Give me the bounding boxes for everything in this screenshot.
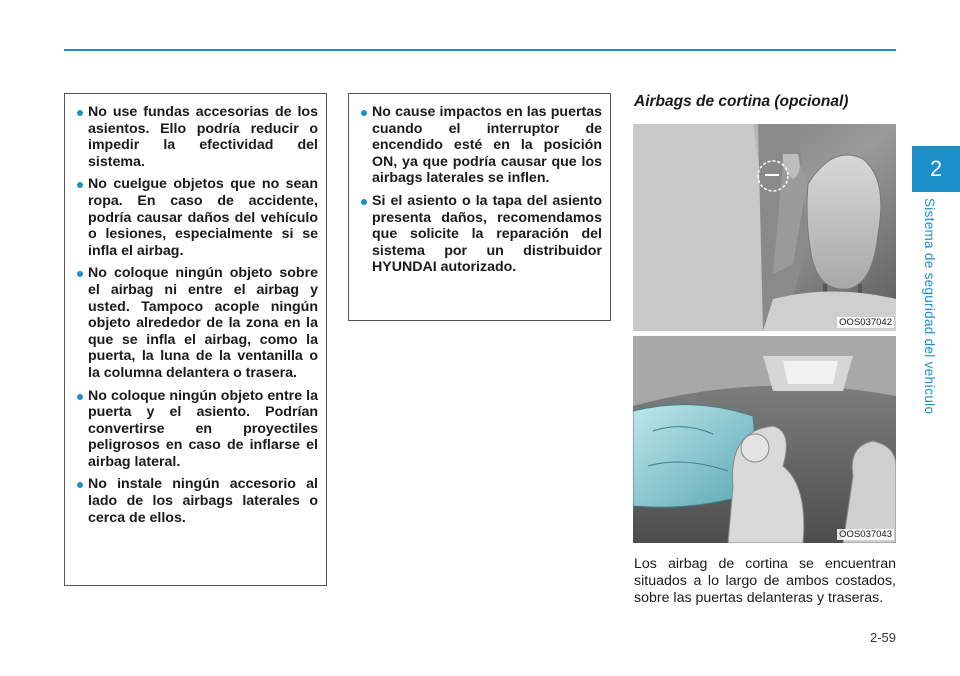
curtain-airbag-location-photo [633, 124, 896, 331]
warning-bullet: No cause impactos en las puertas cuando el interruptor de encendido esté en la posición ON, ya que podría causar que los airbags laterales se inflen. [361, 104, 602, 187]
image-code: OOS037042 [839, 317, 892, 328]
warning-bullet: No coloque ningún objeto entre la puerta y el asiento. Podrían convertirse en proyectiles peligrosos en caso de inflarse el airbag lateral. [77, 388, 318, 471]
bullet-dot-icon [361, 199, 367, 205]
bullet-dot-icon [77, 110, 83, 116]
warning-box-left [64, 93, 327, 586]
section-body-text: Los airbag de cortina se encuentran situados a lo largo de ambos costados, sobre las puertas delanteras y traseras. [634, 556, 896, 606]
car-interior-pillar-illustration [633, 124, 896, 331]
warning-bullet: No cuelgue objetos que no sean ropa. En caso de accidente, podría causar daños del vehículo o lesiones, especialmente si se infla el airbag. [77, 176, 318, 259]
curtain-airbag-deployment-illustration [633, 336, 896, 543]
warning-box-middle [348, 93, 611, 321]
bullet-dot-icon [77, 271, 83, 277]
chapter-title: Sistema de seguridad del vehículo [922, 198, 937, 415]
chapter-tab [912, 146, 960, 192]
image-code: OOS037043 [839, 529, 892, 540]
bullet-dot-icon [77, 182, 83, 188]
bullet-dot-icon [77, 394, 83, 400]
bullet-dot-icon [77, 482, 83, 488]
chapter-number: 2 [929, 156, 943, 181]
header-rule [64, 49, 896, 51]
page-number: 2-59 [869, 630, 896, 645]
warning-bullet: No use fundas accesorias de los asientos. Ello podría reducir o impedir la efectividad del sistema. [77, 104, 318, 170]
warning-bullet: No coloque ningún objeto sobre el airbag ni entre el airbag y usted. Tampoco acople ningún objeto alrededor de la zona en la que se infla el airbag, como la puerta, la luna de la ventanilla o la columna delantera o trasera. [77, 265, 318, 381]
warning-bullet: No instale ningún accesorio al lado de los airbags laterales o cerca de ellos. [77, 476, 318, 526]
chapter-title-vertical [922, 198, 944, 428]
bullet-dot-icon [361, 110, 367, 116]
section-title: Airbags de cortina (opcional) [634, 93, 849, 110]
warning-bullet: Si el asiento o la tapa del asiento presenta daños, recomendamos que solicite la reparación del sistema por un distribuidor HYUNDAI autorizado. [361, 193, 602, 276]
curtain-airbag-deployed-photo [633, 336, 896, 543]
